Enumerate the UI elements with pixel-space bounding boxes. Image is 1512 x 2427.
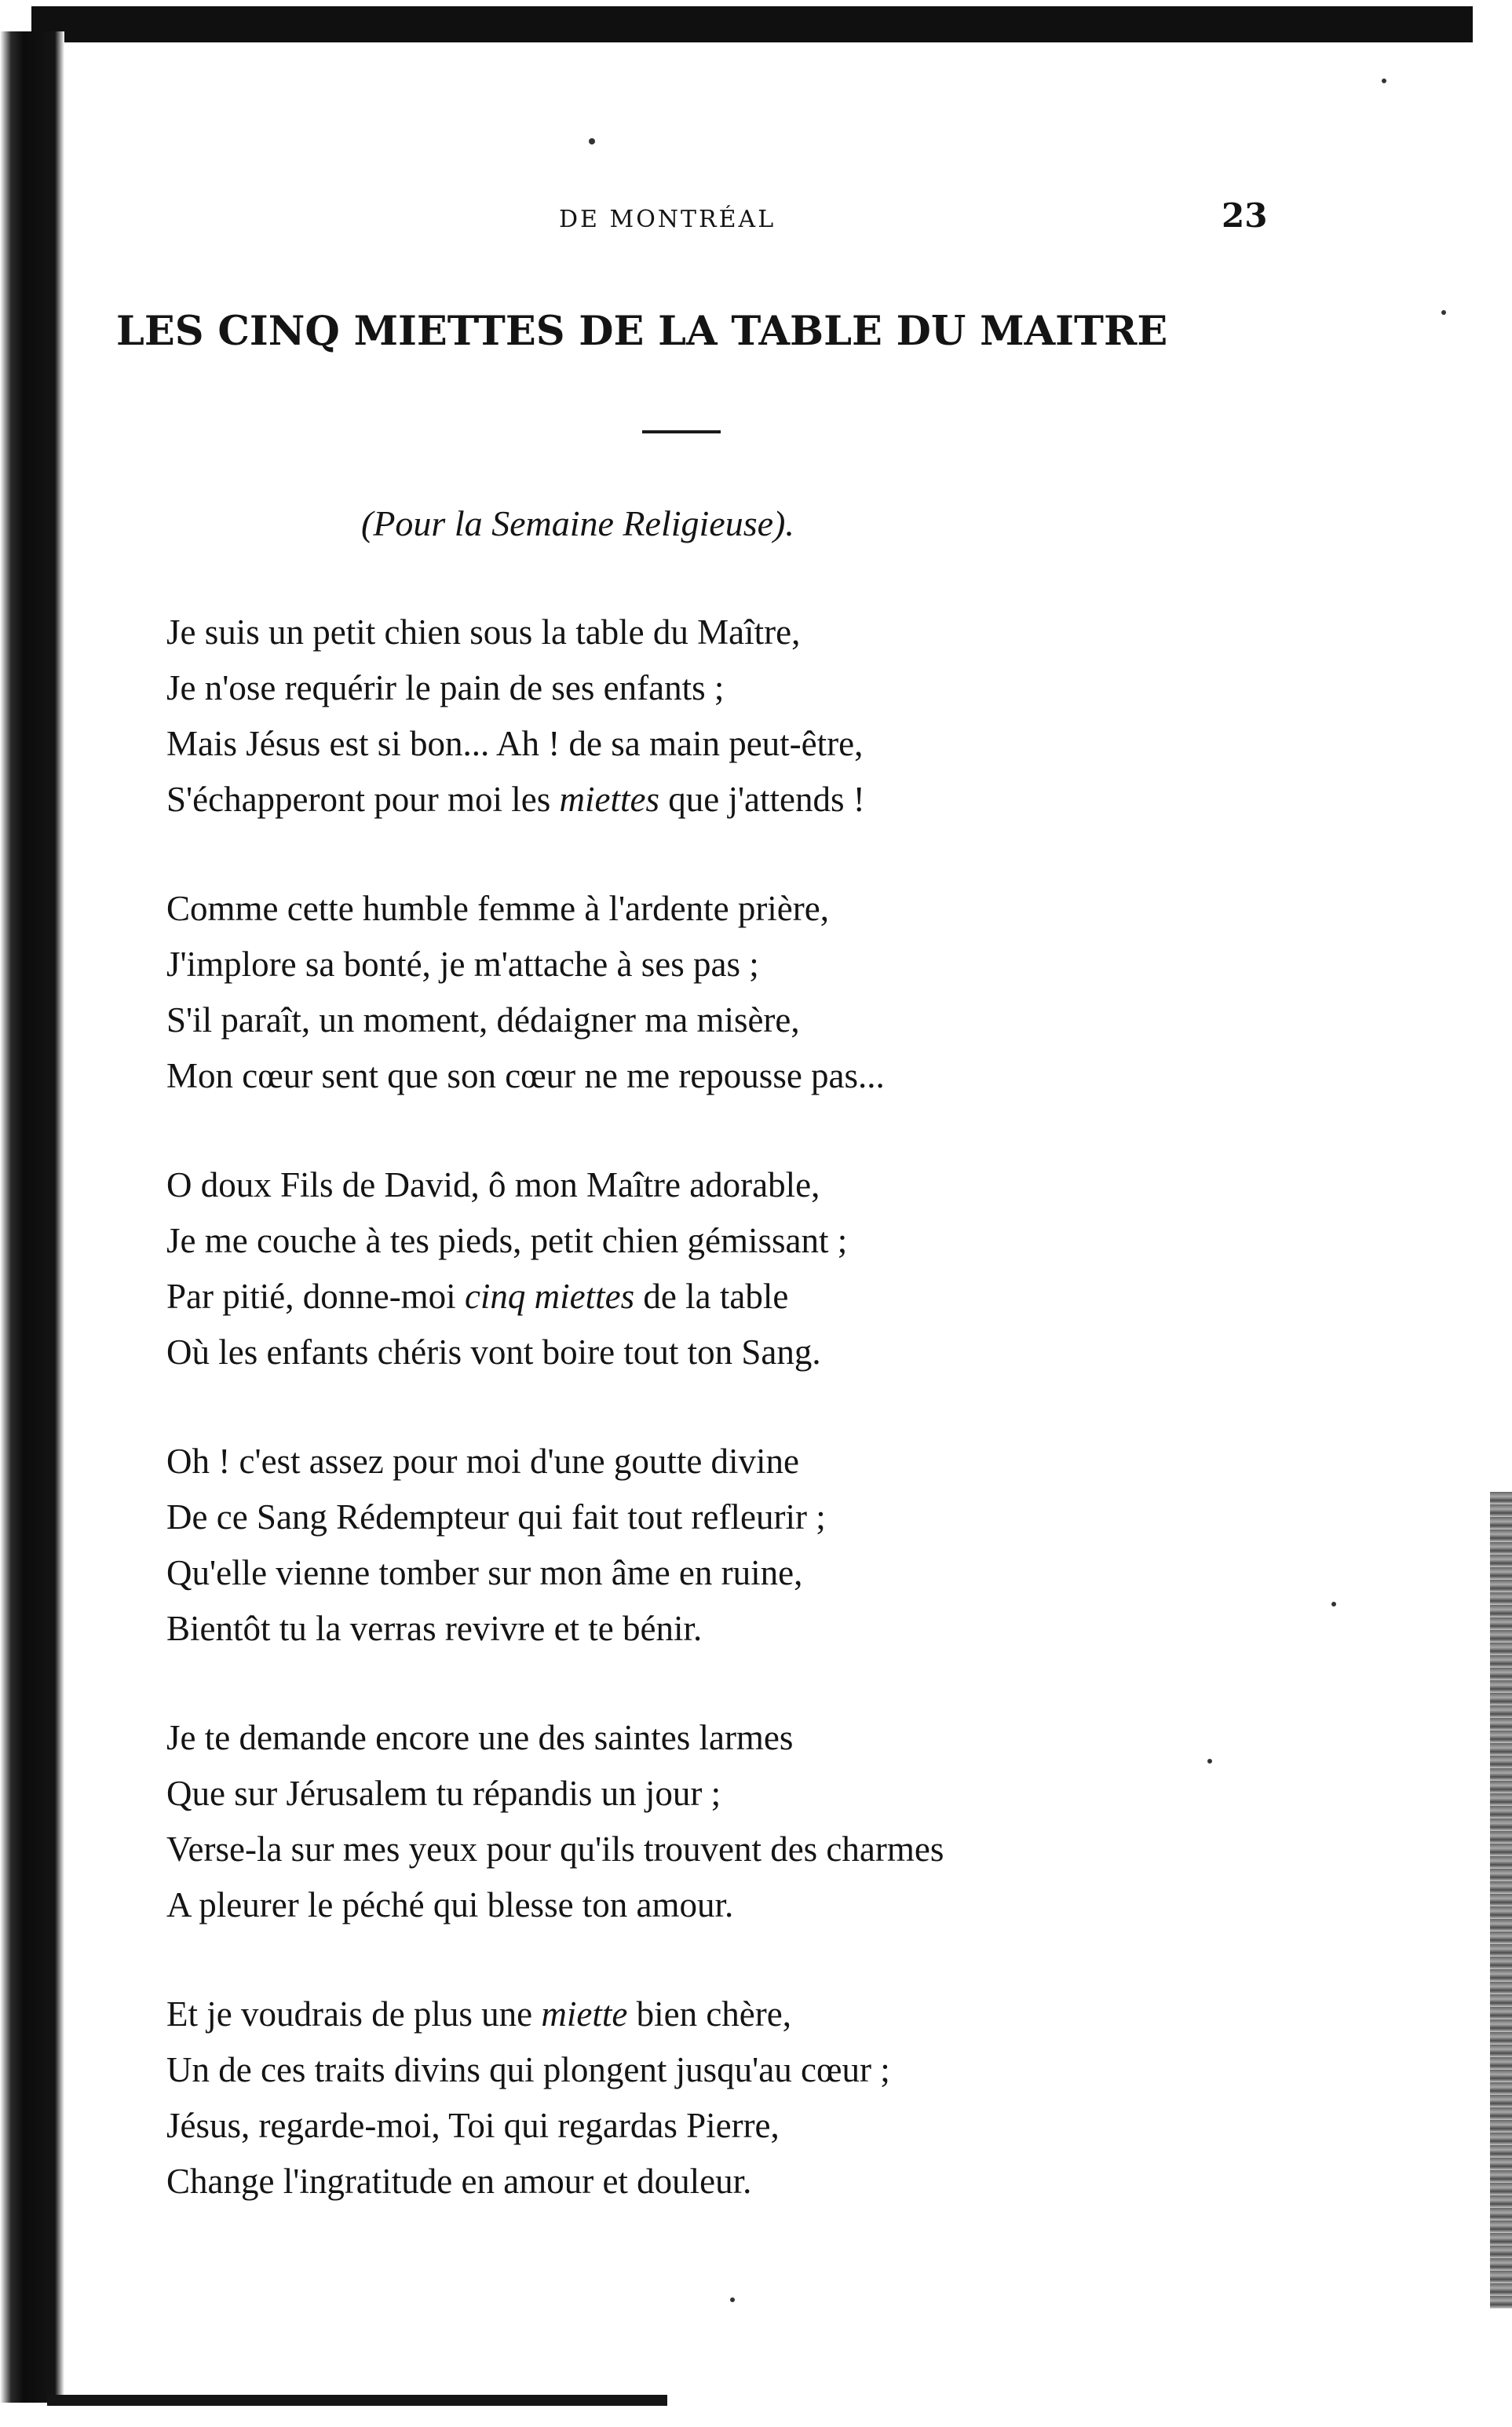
poem-body <box>166 605 1454 2263</box>
scan-speck <box>1441 310 1446 315</box>
scan-speck <box>1382 79 1386 83</box>
verse-line: Par pitié, donne-moi cinq miettes de la table <box>166 1277 789 1316</box>
verse-line: Un de ces traits divins qui plongent jusqu'au cœur ; <box>166 2050 890 2089</box>
verse-line: Je suis un petit chien sous la table du Maître, <box>166 612 801 652</box>
stanza <box>166 1710 1454 1933</box>
stanza <box>166 1157 1454 1380</box>
verse-line: Bientôt tu la verras revivre et te bénir. <box>166 1609 703 1648</box>
verse-line: Verse-la sur mes yeux pour qu'ils trouvent des charmes <box>166 1829 944 1869</box>
stanza <box>166 1434 1454 1657</box>
verse-line: Oh ! c'est assez pour moi d'une goutte divine <box>166 1442 800 1481</box>
verse-line: Change l'ingratitude en amour et douleur. <box>166 2162 752 2201</box>
scan-edge-right <box>1490 1492 1512 2308</box>
verse-line: Mon cœur sent que son cœur ne me repousse pas... <box>166 1056 885 1095</box>
running-head: DE MONTRÉAL <box>559 206 776 233</box>
scan-border-left <box>0 31 64 2403</box>
scan-border-bottom <box>47 2395 667 2406</box>
scan-border-top <box>31 6 1473 42</box>
verse-line: De ce Sang Rédempteur qui fait tout refleurir ; <box>166 1497 826 1537</box>
stanza <box>166 605 1454 828</box>
stanza <box>166 881 1454 1104</box>
verse-line: Mais Jésus est si bon... Ah ! de sa main peut-être, <box>166 724 864 763</box>
verse-line: Je n'ose requérir le pain de ses enfants ; <box>166 668 725 707</box>
stanza <box>166 1987 1454 2210</box>
verse-line: S'il paraît, un moment, dédaigner ma misère, <box>166 1000 800 1040</box>
verse-line: Comme cette humble femme à l'ardente prière, <box>166 889 829 928</box>
verse-line: Jésus, regarde-moi, Toi qui regardas Pierre, <box>166 2106 780 2145</box>
verse-line: J'implore sa bonté, je m'attache à ses pas ; <box>166 945 759 984</box>
verse-line: Et je voudrais de plus une miette bien chère, <box>166 1994 791 2034</box>
page-number: 23 <box>1222 196 1268 235</box>
verse-line: Je te demande encore une des saintes larmes <box>166 1718 794 1757</box>
verse-line: S'échapperont pour moi les miettes que j'attends ! <box>166 780 865 819</box>
scan-speck <box>730 2297 735 2302</box>
verse-line: A pleurer le péché qui blesse ton amour. <box>166 1885 734 1924</box>
verse-line: Que sur Jérusalem tu répandis un jour ; <box>166 1774 721 1813</box>
poem-title: LES CINQ MIETTES DE LA TABLE DU MAITRE <box>116 308 1168 355</box>
title-rule <box>642 430 721 433</box>
verse-line: Où les enfants chéris vont boire tout ton Sang. <box>166 1332 821 1372</box>
verse-line: Qu'elle vienne tomber sur mon âme en ruine, <box>166 1553 803 1592</box>
verse-line: Je me couche à tes pieds, petit chien gémissant ; <box>166 1221 848 1260</box>
scan-speck <box>589 138 595 144</box>
poem-subtitle: (Pour la Semaine Religieuse). <box>361 503 794 543</box>
verse-line: O doux Fils de David, ô mon Maître adorable, <box>166 1165 820 1204</box>
